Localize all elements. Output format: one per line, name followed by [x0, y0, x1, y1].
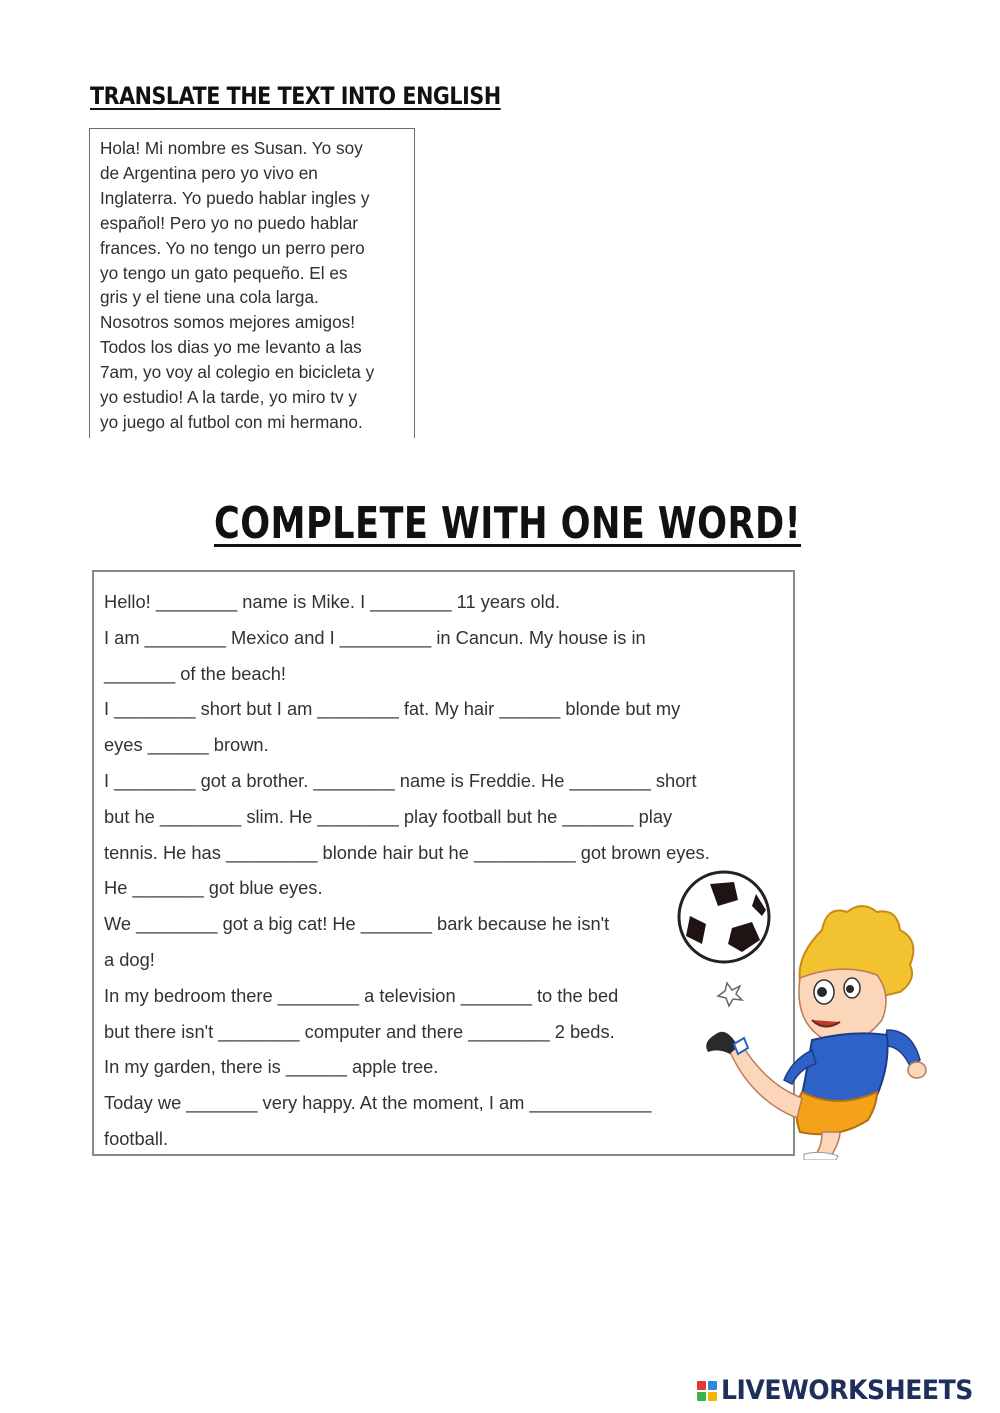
spanish-line: español! Pero yo no puedo hablar — [100, 212, 359, 233]
exercise-line: In my garden, there is ______ apple tree. — [104, 1056, 439, 1078]
exercise-line: Hello! ________ name is Mike. I ________ 11 years old. — [104, 591, 560, 612]
exercise-line: but he ________ slim. He ________ play football but he _______ play — [104, 805, 673, 827]
exercise-line: _______ of the beach! — [104, 662, 286, 684]
exercise-line: I ________ got a brother. ________ name is Freddie. He ________ short — [104, 769, 697, 791]
spanish-line: yo estudio! A la tarde, yo miro tv y — [100, 387, 357, 408]
liveworksheets-logo[interactable] — [697, 1375, 992, 1406]
exercise-line: a dog! — [104, 948, 155, 970]
exercise-line: football. — [104, 1127, 169, 1149]
spanish-line: Inglaterra. Yo puedo hablar ingles y — [100, 187, 370, 208]
exercise-line: but there isn't ________ computer and there ________ 2 beds. — [104, 1020, 615, 1042]
spanish-line: frances. Yo no tengo un perro pero — [100, 237, 365, 258]
brand-name: LIVEWORKSHEETS — [721, 1375, 973, 1406]
logo-tile — [697, 1392, 706, 1401]
logo-tile — [708, 1381, 717, 1390]
exercise-line: tennis. He has _________ blonde hair but he __________ got brown eyes. — [104, 841, 710, 863]
spanish-text-box — [89, 128, 415, 438]
spanish-line: Hola! Mi nombre es Susan. Yo soy — [100, 138, 363, 158]
logo-mark-icon — [697, 1381, 717, 1401]
exercise-line: He _______ got blue eyes. — [104, 877, 323, 899]
exercise-line: eyes ______ brown. — [104, 734, 269, 756]
logo-tile — [697, 1381, 706, 1390]
translate-title: TRANSLATE THE TEXT INTO ENGLISH — [90, 82, 501, 110]
exercise-line: We ________ got a big cat! He _______ bark because he isn't — [104, 913, 610, 935]
spanish-line: gris y el tiene una cola larga. — [100, 287, 319, 308]
soccer-player-illustration — [672, 870, 932, 1160]
soccer-ball-icon — [679, 872, 769, 962]
spanish-line: 7am, yo voy al colegio en bicicleta y — [100, 362, 375, 383]
exercise-line: In my bedroom there ________ a television _______ to the bed — [104, 984, 619, 1006]
spanish-line: yo juego al futbol con mi hermano. — [100, 411, 363, 432]
spanish-line: Todos los dias yo me levanto a las — [100, 337, 362, 358]
logo-tile — [708, 1392, 717, 1401]
spanish-line: yo tengo un gato pequeño. El es — [100, 262, 348, 283]
exercise-line: Today we _______ very happy. At the moment, I am ____________ — [104, 1092, 652, 1114]
exercise-line: I ________ short but I am ________ fat. My hair ______ blonde but my — [104, 698, 681, 720]
complete-title: COMPLETE WITH ONE WORD! — [214, 498, 802, 549]
spanish-line: de Argentina pero yo vivo en — [100, 162, 318, 183]
exercise-line: I am ________ Mexico and I _________ in Cancun. My house is in — [104, 626, 646, 648]
spanish-line: Nosotros somos mejores amigos! — [100, 312, 356, 333]
